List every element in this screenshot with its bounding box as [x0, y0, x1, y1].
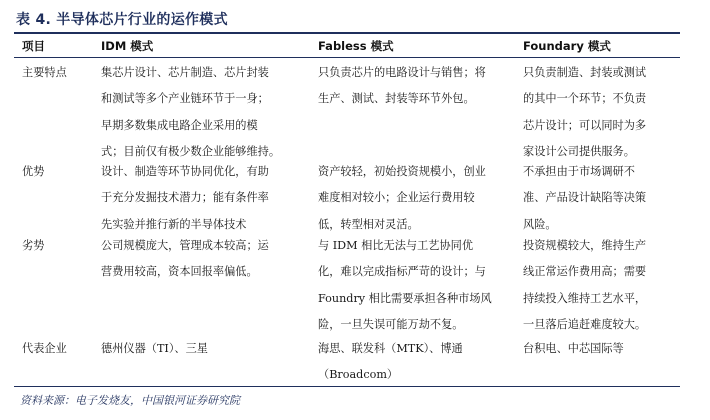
header-idm: IDM 模式	[101, 39, 154, 53]
cell-line: 集芯片设计、芯片制造、芯片封装	[101, 66, 269, 79]
bottom-rule	[14, 386, 680, 387]
fabless-features-cell	[318, 60, 486, 113]
idm-advantages-cell	[101, 159, 269, 238]
row-label-representatives: 代表企业	[22, 342, 67, 355]
cell-line: 持续投入维持工艺水平，	[523, 291, 647, 305]
header-item: 项目	[22, 39, 45, 53]
header-foundary: Foundary 模式	[523, 39, 611, 53]
cell-line: 与 IDM 相比无法与工艺协同优	[318, 239, 474, 252]
cell-line: 难度相对较小；企业运行费用较	[318, 191, 475, 205]
header-rule	[14, 57, 680, 58]
cell-line: 准、产品设计缺陷等决策	[523, 191, 647, 205]
cell-line: （Broadcom）	[318, 368, 399, 382]
table-title: 表 4. 半导体芯片行业的运作模式	[16, 12, 228, 28]
cell-line: 德州仪器（TI）、三星	[101, 342, 208, 355]
cell-line: 一旦落后追赶难度较大。	[523, 317, 647, 331]
cell-line: 险，一旦失误可能万劫不复。	[318, 317, 464, 331]
cell-line: 低，转型相对灵活。	[318, 217, 419, 231]
top-rule	[14, 32, 680, 34]
cell-line: 和测试等多个产业链环节于一身；	[101, 92, 269, 106]
cell-line: 公司规模庞大，管理成本较高；运	[101, 239, 269, 252]
row-label-advantages: 优势	[22, 165, 45, 178]
idm-representatives-cell	[101, 336, 208, 362]
idm-features-cell	[101, 60, 280, 165]
cell-line: 投资规模较大，维持生产	[523, 239, 647, 252]
foundary-advantages-cell	[523, 159, 646, 238]
cell-line: 的其中一个环节；不负责	[523, 92, 647, 106]
cell-line: 家设计公司提供服务。	[523, 144, 635, 158]
fabless-disadvantages-cell	[318, 233, 492, 338]
row-label-features: 主要特点	[22, 66, 67, 79]
cell-line: 海思、联发科（MTK）、博通	[318, 342, 463, 355]
source-note: 资料来源：电子发烧友，中国银河证券研究院	[20, 394, 240, 407]
foundary-representatives-cell	[523, 336, 624, 362]
cell-line: 生产、测试、封装等环节外包。	[318, 92, 475, 106]
cell-line: 只负责芯片的电路设计与销售；将	[318, 66, 486, 79]
cell-line: 线正常运作费用高；需要	[523, 265, 647, 279]
cell-line: 资产较轻，初始投资规模小，创业	[318, 165, 486, 178]
fabless-representatives-cell	[318, 336, 463, 389]
cell-line: 不承担由于市场调研不	[523, 165, 635, 178]
cell-line: 先实验并推行新的半导体技术	[101, 217, 247, 231]
cell-line: Foundry 相比需要承担各种市场风	[318, 291, 492, 305]
fabless-advantages-cell	[318, 159, 486, 238]
cell-line: 营费用较高，资本回报率偏低。	[101, 265, 258, 279]
cell-line: 设计、制造等环节协同优化，有助	[101, 165, 269, 178]
cell-line: 台积电、中芯国际等	[523, 342, 624, 355]
cell-line: 于充分发掘技术潜力；能有条件率	[101, 191, 269, 205]
cell-line: 芯片设计；可以同时为多	[523, 118, 647, 132]
header-fabless: Fabless 模式	[318, 39, 394, 53]
foundary-features-cell	[523, 60, 646, 165]
cell-line: 式；目前仅有极少数企业能够维持。	[101, 144, 281, 158]
cell-line: 风险。	[523, 217, 557, 231]
cell-line: 化，难以完成指标严苛的设计；与	[318, 265, 486, 279]
idm-disadvantages-cell	[101, 233, 269, 286]
row-label-disadvantages: 劣势	[22, 239, 45, 252]
cell-line: 只负责制造、封装或测试	[523, 66, 647, 79]
cell-line: 早期多数集成电路企业采用的模	[101, 118, 258, 132]
foundary-disadvantages-cell	[523, 233, 646, 338]
